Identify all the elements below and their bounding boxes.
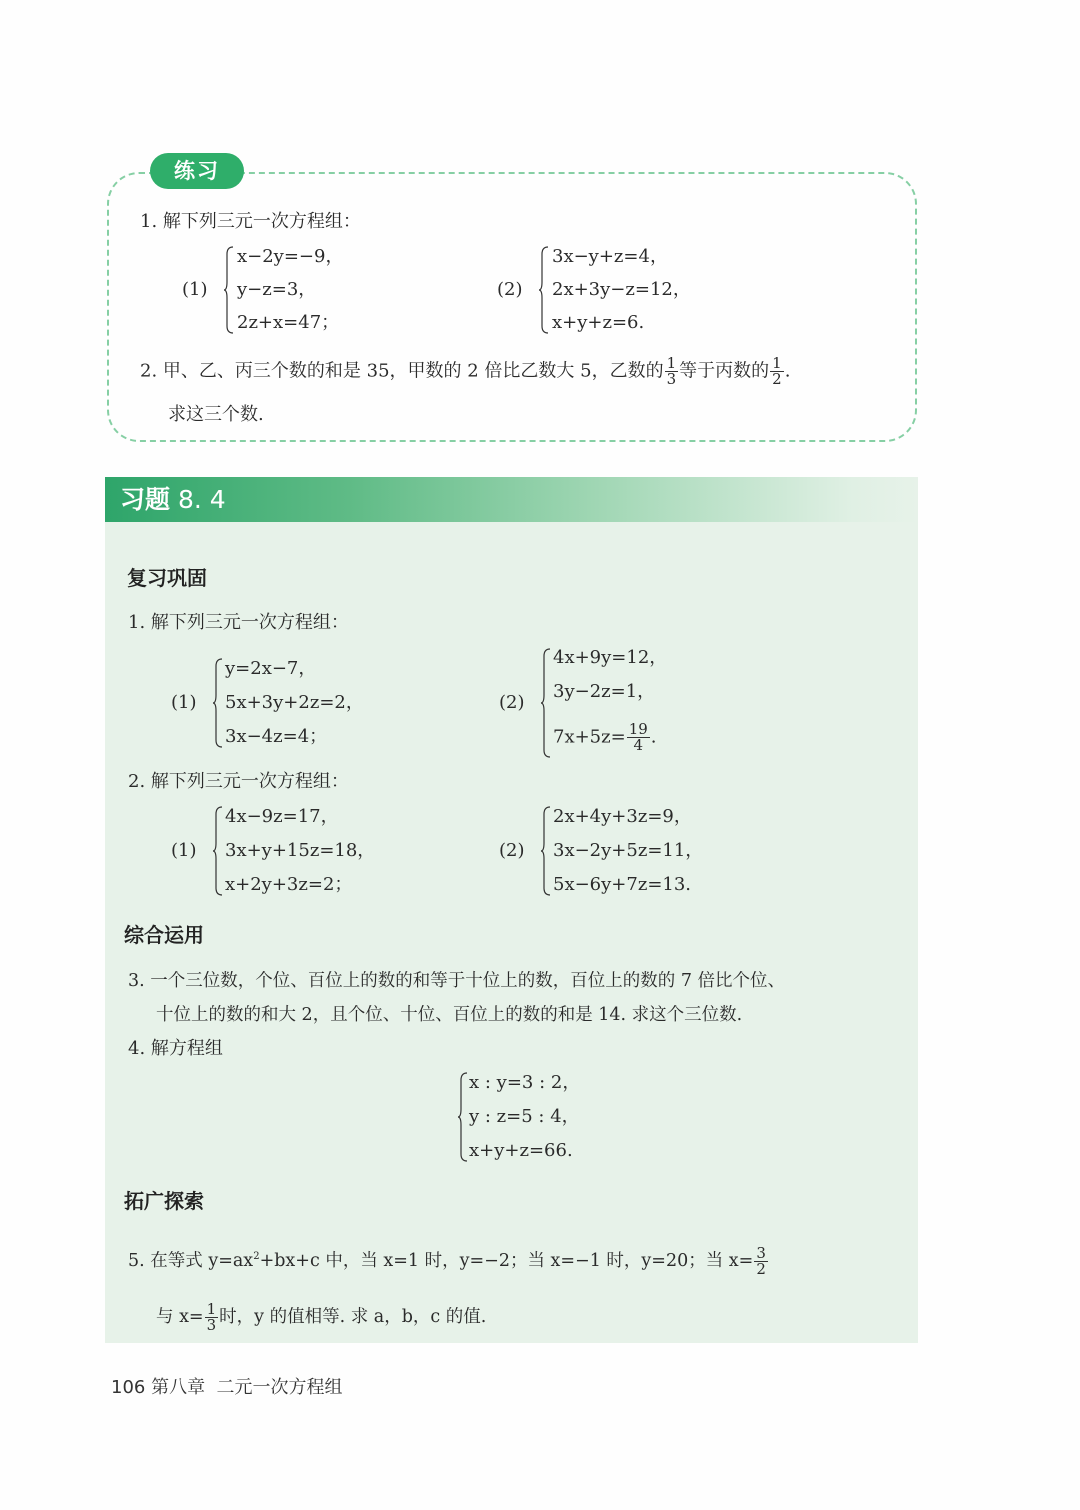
ex-q1-sys2-label: (2) <box>499 692 525 713</box>
denominator: 2 <box>772 370 782 388</box>
ex-q3-line1 <box>128 969 785 993</box>
text-segment: 3x−y+z=4， <box>552 246 668 267</box>
fraction <box>627 722 650 753</box>
practice-badge: 练习 <box>150 153 244 189</box>
text-segment: 5. 在等式 y=ax <box>128 1250 254 1271</box>
text-segment: 2z+x=47； <box>237 312 340 333</box>
equation-line <box>469 1105 580 1129</box>
text-segment: x−2y=−9， <box>237 246 344 267</box>
text-segment: 5x+3y+2z=2， <box>225 692 364 713</box>
fraction <box>665 356 679 387</box>
brace-icon <box>457 1072 469 1162</box>
fraction <box>770 356 784 387</box>
text-segment: 时，y 的值相等. 求 a，b，c 的值. <box>219 1307 487 1327</box>
numerator: 1 <box>206 1300 217 1318</box>
exercise-title <box>120 477 226 522</box>
text-segment: x : y=3 : 2， <box>469 1072 581 1093</box>
exercise-title-label: 习题 <box>120 485 171 514</box>
equation-line <box>553 805 692 829</box>
section-explore: 拓广探索 <box>124 1189 204 1213</box>
equation-line <box>469 1071 580 1095</box>
text-segment: 3x−4z=4； <box>225 726 328 747</box>
text-segment: . <box>650 726 657 748</box>
text-segment: +bx+c 中，当 x=1 时，y=−2；当 x=−1 时，y=20；当 x= <box>259 1250 754 1271</box>
ex-q5-line1 <box>128 1245 769 1277</box>
practice-q1-sys2-label: (2) <box>497 279 523 300</box>
equation-line <box>553 839 703 863</box>
practice-q2-line1 <box>140 356 790 387</box>
chapter-title: 二元一次方程组 <box>216 1377 343 1398</box>
text-segment: 4x+9y=12， <box>553 647 668 668</box>
text-segment: 求这三个数. <box>168 404 264 425</box>
equation-line <box>553 646 667 670</box>
fraction <box>754 1243 768 1278</box>
ex-q1-sys1-label: (1) <box>171 692 197 713</box>
numerator: 3 <box>756 1243 766 1262</box>
equation-line <box>237 278 316 302</box>
equation-line <box>225 873 352 897</box>
text-segment: 4. 解方程组 <box>128 1038 223 1059</box>
equation-line <box>553 680 655 704</box>
text-segment: 7x+5z= <box>553 726 626 748</box>
text-segment: 2. 解下列三元一次方程组： <box>128 771 349 792</box>
superscript: 2 <box>253 1251 260 1262</box>
numerator: 19 <box>628 720 648 738</box>
equation-line <box>552 311 644 335</box>
fraction <box>205 1302 219 1333</box>
equation-line <box>469 1139 573 1163</box>
equation-line <box>225 805 339 829</box>
text-segment: 3x−2y+5z=11， <box>553 840 704 861</box>
page-number: 106 <box>111 1377 146 1398</box>
equation-line <box>553 722 657 753</box>
text-segment: 3x+y+15z=18， <box>225 840 376 861</box>
denominator: 2 <box>756 1259 766 1278</box>
section-apply: 综合运用 <box>124 923 204 947</box>
text-segment: x+y+z=6. <box>552 312 645 333</box>
equation-line <box>225 725 327 749</box>
text-segment: 2. 甲、乙、丙三个数的和是 35，甲数的 2 倍比乙数大 5，乙数的 <box>140 360 664 382</box>
ex-q1-title <box>128 611 349 635</box>
equation-line <box>225 691 364 715</box>
brace-icon <box>223 246 235 334</box>
ex-q2-sys2-label: (2) <box>499 840 525 861</box>
brace-icon <box>212 806 224 896</box>
equation-line <box>225 657 316 681</box>
numerator: 1 <box>666 354 677 372</box>
ex-q3-line2 <box>156 1003 742 1027</box>
brace-icon <box>540 648 552 758</box>
text-segment: 2x+4y+3z=9， <box>553 806 692 827</box>
ex-q4-title <box>128 1037 223 1061</box>
page-footer <box>111 1376 343 1400</box>
equation-line <box>225 839 375 863</box>
equation-line <box>237 311 339 335</box>
brace-icon <box>212 658 224 748</box>
text-segment: x+y+z=66. <box>469 1140 573 1161</box>
denominator: 3 <box>666 370 677 388</box>
text-segment: 与 x= <box>156 1307 204 1327</box>
text-segment: . <box>784 360 791 382</box>
text-segment: y : z=5 : 4， <box>469 1106 580 1127</box>
exercise-number: 8. 4 <box>177 485 226 514</box>
equation-line <box>553 873 691 897</box>
text-segment: 1. 解下列三元一次方程组： <box>128 612 349 633</box>
section-review: 复习巩固 <box>127 566 207 590</box>
practice-q2-line2 <box>168 403 264 427</box>
text-segment: 1. 解下列三元一次方程组： <box>140 211 361 232</box>
ex-q2-title <box>128 770 349 794</box>
denominator: 4 <box>633 736 644 754</box>
text-segment: 5x−6y+7z=13. <box>553 874 692 895</box>
equation-line <box>552 278 691 302</box>
text-segment: y−z=3， <box>237 279 317 300</box>
practice-q1-title <box>140 210 361 234</box>
text-segment: 3. 一个三位数，个位、百位上的数的和等于十位上的数，百位上的数的 7 倍比个位、 <box>128 971 786 991</box>
text-segment: y=2x−7， <box>225 658 317 679</box>
text-segment: 4x−9z=17， <box>225 806 339 827</box>
practice-q1-sys1-label: (1) <box>182 279 208 300</box>
text-segment: 等于丙数的 <box>679 360 770 382</box>
exercise-panel <box>105 477 918 1343</box>
text-segment: 2x+3y−z=12， <box>552 279 691 300</box>
ex-q2-sys1-label: (1) <box>171 840 197 861</box>
chapter-label: 第八章 <box>151 1377 206 1398</box>
equation-line <box>552 245 668 269</box>
exercise-header-bar <box>105 477 918 522</box>
numerator: 1 <box>772 354 782 372</box>
equation-line <box>237 245 343 269</box>
text-segment: 3y−2z=1， <box>553 681 656 702</box>
brace-icon <box>538 246 550 334</box>
ex-q5-line2 <box>156 1302 486 1333</box>
text-segment: x+2y+3z=2； <box>225 874 353 895</box>
brace-icon <box>540 806 552 896</box>
text-segment: 十位上的数的和大 2，且个位、十位、百位上的数的和是 14. 求这个三位数. <box>156 1005 743 1025</box>
denominator: 3 <box>206 1316 217 1334</box>
